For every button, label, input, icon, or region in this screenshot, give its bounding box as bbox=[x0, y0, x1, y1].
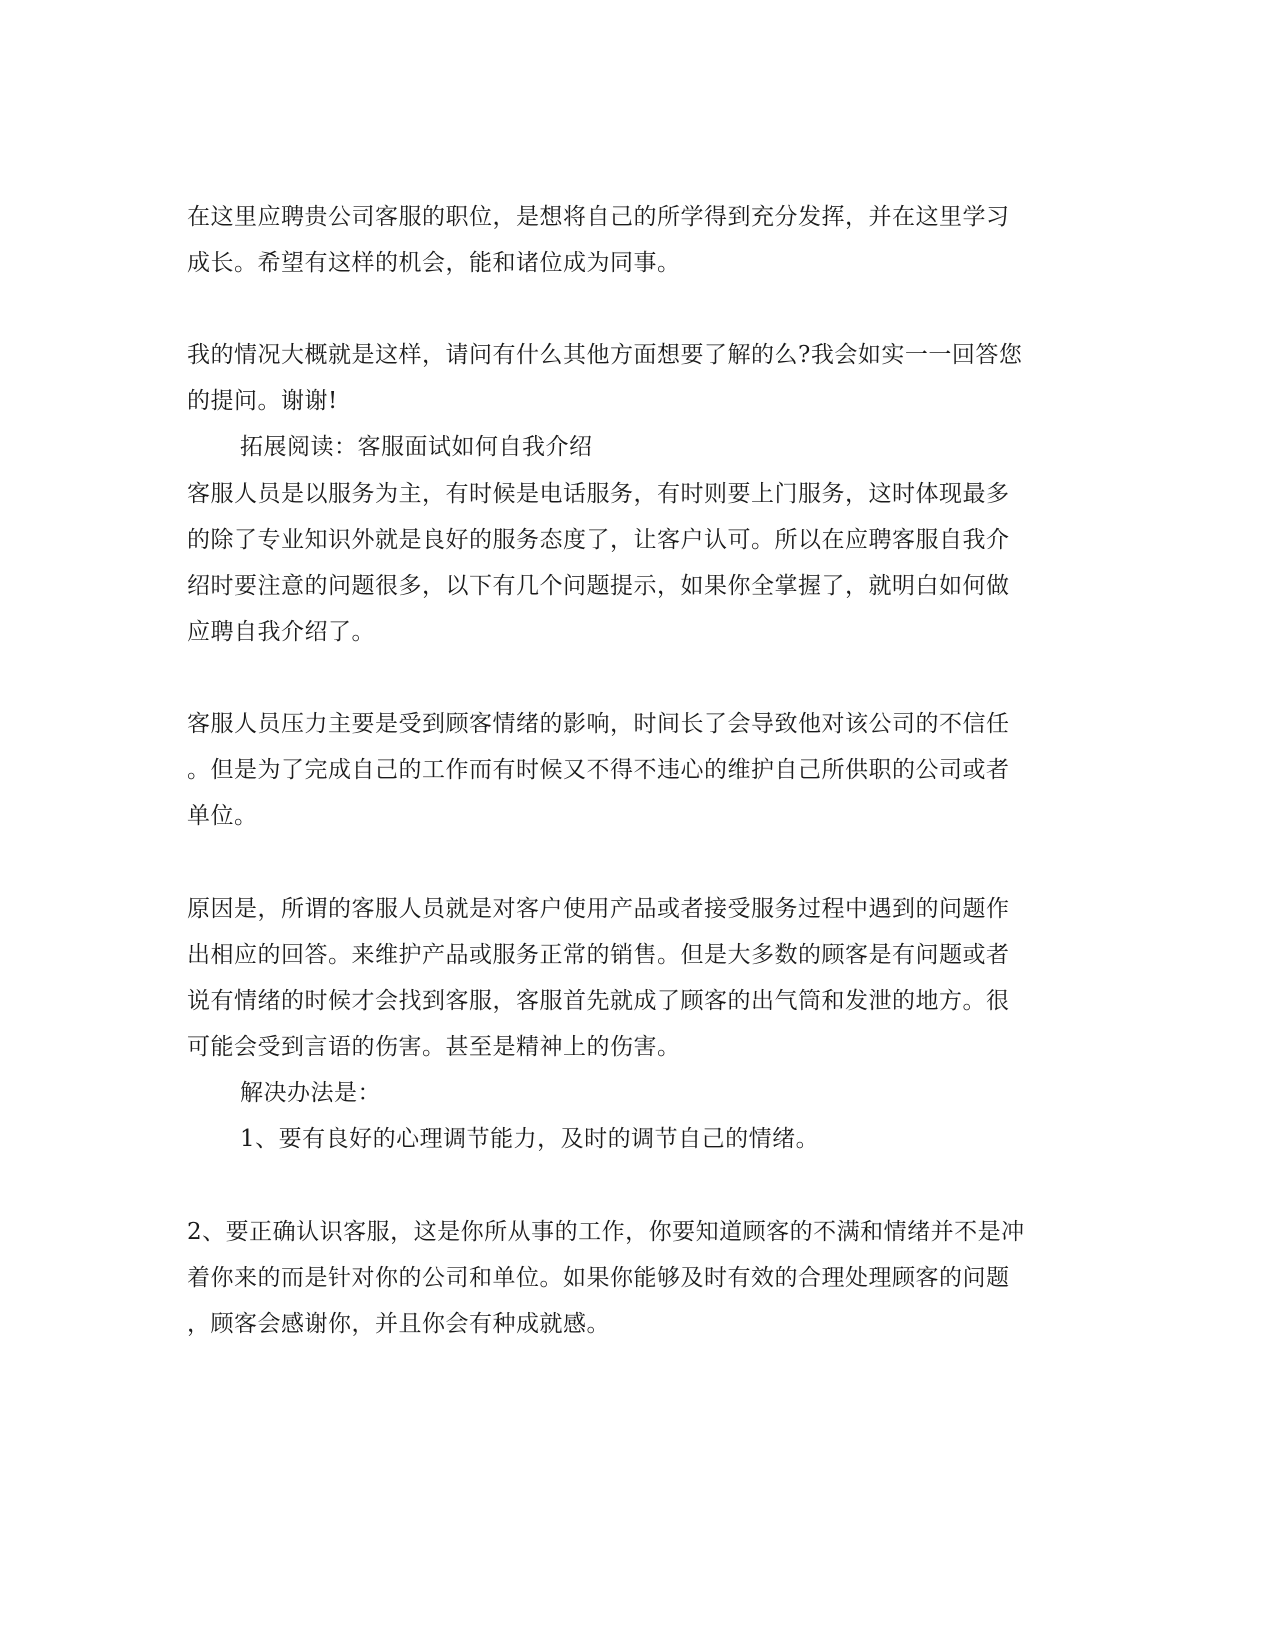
paragraph-4-line-3: 单位。 bbox=[187, 803, 258, 829]
paragraph-1-line-1: 在这里应聘贵公司客服的职位，是想将自己的所学得到充分发挥，并在这里学习 bbox=[187, 204, 1010, 230]
paragraph-2-line-1: 我的情况大概就是这样，请问有什么其他方面想要了解的么?我会如实一一回答您 bbox=[187, 342, 1023, 368]
paragraph-2-line-2: 的提问。谢谢! bbox=[187, 388, 338, 414]
solution-item-2-line-1: 2、要正确认识客服，这是你所从事的工作，你要知道顾客的不满和情绪并不是冲 bbox=[187, 1219, 1025, 1245]
paragraph-1-line-2: 成长。希望有这样的机会，能和诸位成为同事。 bbox=[187, 250, 681, 276]
paragraph-5-line-4: 可能会受到言语的伤害。甚至是精神上的伤害。 bbox=[187, 1034, 681, 1060]
paragraph-5-line-2: 出相应的回答。来维护产品或服务正常的销售。但是大多数的顾客是有问题或者 bbox=[187, 942, 1010, 968]
paragraph-4-line-2: 。但是为了完成自己的工作而有时候又不得不违心的维护自己所供职的公司或者 bbox=[187, 757, 1010, 783]
paragraph-5-line-3: 说有情绪的时候才会找到客服，客服首先就成了顾客的出气筒和发泄的地方。很 bbox=[187, 988, 1010, 1014]
extended-reading-heading: 拓展阅读：客服面试如何自我介绍 bbox=[240, 434, 593, 460]
paragraph-5-line-1: 原因是，所谓的客服人员就是对客户使用产品或者接受服务过程中遇到的问题作 bbox=[187, 896, 1010, 922]
paragraph-4-line-1: 客服人员压力主要是受到顾客情绪的影响，时间长了会导致他对该公司的不信任 bbox=[187, 711, 1010, 737]
solution-item-2-line-2: 着你来的而是针对你的公司和单位。如果你能够及时有效的合理处理顾客的问题 bbox=[187, 1265, 1010, 1291]
paragraph-3-line-4: 应聘自我介绍了。 bbox=[187, 619, 375, 645]
paragraph-3-line-2: 的除了专业知识外就是良好的服务态度了，让客户认可。所以在应聘客服自我介 bbox=[187, 527, 1010, 553]
paragraph-3-line-3: 绍时要注意的问题很多，以下有几个问题提示，如果你全掌握了，就明白如何做 bbox=[187, 573, 1010, 599]
solution-heading: 解决办法是： bbox=[240, 1080, 381, 1106]
solution-item-1: 1、要有良好的心理调节能力，及时的调节自己的情绪。 bbox=[240, 1126, 820, 1152]
solution-item-2-line-3: ，顾客会感谢你，并且你会有种成就感。 bbox=[187, 1311, 610, 1337]
paragraph-3-line-1: 客服人员是以服务为主，有时候是电话服务，有时则要上门服务，这时体现最多 bbox=[187, 481, 1010, 507]
